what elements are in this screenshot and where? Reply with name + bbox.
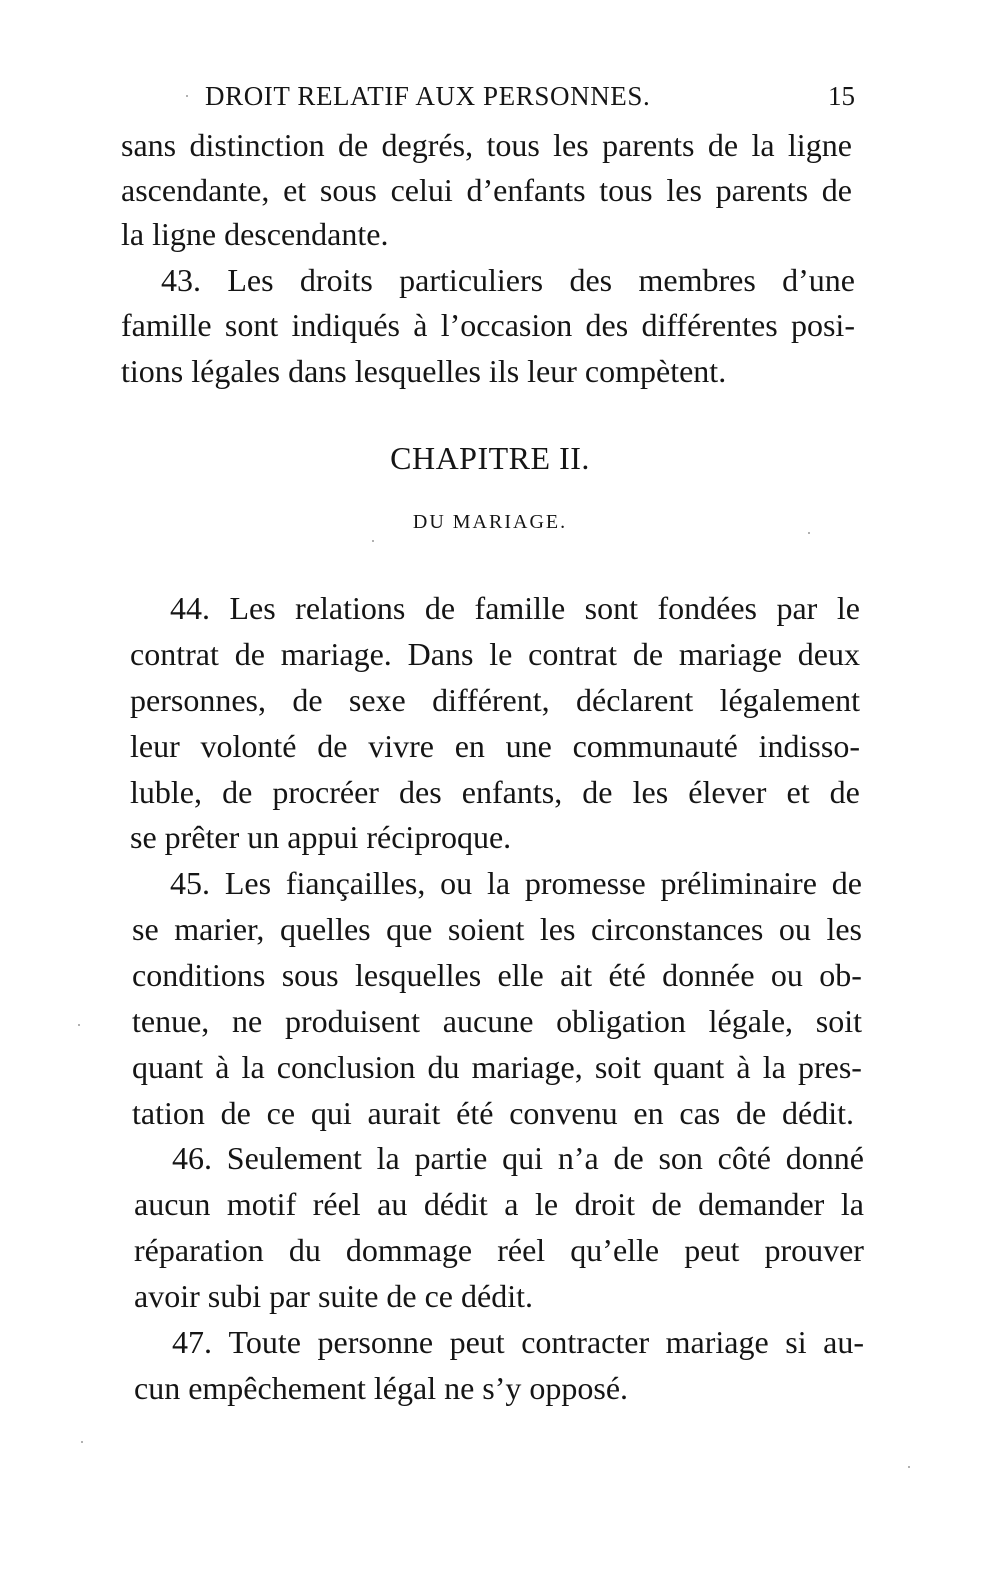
word: dans: [288, 353, 347, 389]
text-line: [132, 907, 862, 951]
word: la: [840, 1186, 864, 1222]
word: lesquelles: [354, 957, 482, 993]
word: communauté: [572, 728, 738, 764]
word: différent,: [432, 682, 550, 718]
word: des: [399, 774, 442, 810]
word: ou: [770, 957, 803, 993]
word: compètent.: [584, 353, 727, 389]
word: parents: [602, 127, 695, 163]
word: des: [569, 262, 613, 298]
word: Les: [229, 590, 276, 626]
word: 44.: [170, 590, 210, 626]
word: subi: [207, 1278, 262, 1314]
word: les: [826, 911, 862, 947]
word: les: [553, 127, 589, 163]
word: sans: [121, 127, 177, 163]
running-head: [205, 76, 855, 116]
word: soient: [447, 911, 525, 947]
word: particuliers: [399, 262, 544, 298]
word: Dans: [407, 636, 474, 672]
word: demander: [698, 1186, 825, 1222]
word: du: [288, 1232, 321, 1268]
word: le: [534, 1186, 559, 1222]
word: de: [736, 1095, 767, 1131]
word: à: [736, 1049, 751, 1085]
word: au-: [823, 1324, 864, 1360]
word: légales: [191, 353, 281, 389]
word: et: [786, 774, 810, 810]
word: au: [377, 1186, 408, 1222]
word: des: [585, 307, 629, 343]
word: de: [707, 127, 739, 163]
word: parents: [715, 172, 809, 208]
word: côté: [717, 1140, 771, 1176]
word: degrés,: [381, 127, 474, 163]
scan-speck: [908, 1466, 910, 1468]
text-line: [121, 303, 855, 347]
word: enfants,: [461, 774, 563, 810]
word: ob-: [819, 957, 862, 993]
word: indisso-: [758, 728, 860, 764]
word: motif: [226, 1186, 297, 1222]
word: un: [247, 819, 280, 855]
word: vivre: [368, 728, 434, 764]
word: à: [215, 1049, 230, 1085]
word: élever: [688, 774, 767, 810]
word: fiançailles,: [285, 865, 426, 901]
word: la: [376, 1140, 400, 1176]
word: la: [121, 216, 145, 252]
word: son: [658, 1140, 703, 1176]
word: la: [486, 865, 511, 901]
word: ils: [488, 353, 520, 389]
word: droit: [574, 1186, 635, 1222]
word: qui: [310, 1095, 352, 1131]
word: 43.: [161, 262, 201, 298]
scan-speck: [186, 95, 188, 97]
word: si: [785, 1324, 807, 1360]
word: promesse: [524, 865, 646, 901]
word: qui: [502, 1140, 544, 1176]
word: procréer: [272, 774, 379, 810]
word: déclarent: [575, 682, 694, 718]
word: dommage: [345, 1232, 473, 1268]
word: contrat: [130, 636, 219, 672]
word: ne: [444, 1370, 475, 1406]
text-line: [134, 1182, 864, 1226]
word: de: [651, 1186, 682, 1222]
word: conclusion: [276, 1049, 416, 1085]
word: n’a: [557, 1140, 599, 1176]
word: de: [317, 728, 348, 764]
word: de: [337, 127, 369, 163]
word: tous: [599, 172, 653, 208]
word: réel: [312, 1186, 361, 1222]
word: Les: [224, 865, 272, 901]
word: famille: [121, 307, 212, 343]
text-line: [130, 770, 860, 814]
word: 45.: [170, 865, 210, 901]
word: de: [220, 1095, 251, 1131]
word: que: [386, 911, 433, 947]
text-line: [132, 1091, 854, 1135]
scan-speck: [372, 540, 374, 542]
word: dédit.: [461, 1278, 533, 1314]
word: sous: [319, 172, 377, 208]
word: par: [269, 1278, 310, 1314]
word: lesquelles: [354, 353, 481, 389]
word: mariage.: [280, 636, 392, 672]
text-line: [130, 724, 860, 768]
word: de: [582, 774, 613, 810]
word: partie: [414, 1140, 488, 1176]
word: par: [776, 590, 818, 626]
word: contracter: [521, 1324, 650, 1360]
word: empêchement: [188, 1370, 366, 1406]
word: a: [504, 1186, 519, 1222]
word: conditions: [132, 957, 266, 993]
word: ascendante,: [121, 172, 270, 208]
word: réparation: [134, 1232, 264, 1268]
word: ou: [440, 865, 473, 901]
word: ce: [266, 1095, 296, 1131]
word: légale,: [708, 1003, 794, 1039]
word: tenue,: [132, 1003, 210, 1039]
word: réciproque.: [366, 819, 512, 855]
word: opposé.: [529, 1370, 629, 1406]
text-line: [121, 212, 388, 256]
running-title: DROIT RELATIF AUX PERSONNES.: [205, 81, 651, 111]
word: la: [751, 127, 775, 163]
text-line: [121, 349, 726, 393]
word: le: [489, 636, 513, 672]
word: ligne: [152, 216, 217, 252]
text-line: [170, 861, 862, 905]
word: personnes,: [130, 682, 266, 718]
word: tation: [132, 1095, 205, 1131]
text-line: [172, 1320, 864, 1364]
word: 47.: [172, 1324, 212, 1360]
text-line: [134, 1366, 628, 1410]
chapter-title: CHAPITRE II.: [390, 440, 590, 476]
text-line: [121, 168, 852, 212]
word: l’occasion: [440, 307, 573, 343]
word: peut: [684, 1232, 740, 1268]
word: se: [130, 819, 157, 855]
word: en: [454, 728, 485, 764]
word: droits: [299, 262, 373, 298]
word: personne: [317, 1324, 434, 1360]
text-line: [172, 1136, 864, 1180]
word: ou: [778, 911, 811, 947]
word: ait: [560, 957, 593, 993]
word: contrat: [528, 636, 618, 672]
word: Toute: [228, 1324, 301, 1360]
word: aurait: [367, 1095, 441, 1131]
word: relations: [295, 590, 406, 626]
word: de: [831, 865, 862, 901]
word: sont: [584, 590, 638, 626]
word: volonté: [200, 728, 297, 764]
word: soit: [815, 1003, 862, 1039]
word: peut: [449, 1324, 505, 1360]
word: d’enfants: [466, 172, 586, 208]
word: circonstances: [590, 911, 764, 947]
word: de: [234, 636, 265, 672]
word: se: [132, 911, 159, 947]
word: de: [829, 774, 860, 810]
word: dédit: [423, 1186, 488, 1222]
word: aucun: [134, 1186, 211, 1222]
word: différentes: [641, 307, 778, 343]
word: Les: [227, 262, 274, 298]
word: tous: [486, 127, 540, 163]
text-line: [170, 586, 860, 630]
word: cun: [134, 1370, 181, 1406]
scan-speck: [81, 1441, 83, 1443]
word: été: [608, 957, 646, 993]
text-line: [130, 678, 860, 722]
word: légalement: [719, 682, 860, 718]
word: cas: [679, 1095, 721, 1131]
word: elle: [497, 957, 544, 993]
word: pres-: [797, 1049, 862, 1085]
word: les: [539, 911, 576, 947]
word: avoir: [134, 1278, 200, 1314]
word: de: [632, 636, 664, 672]
word: les: [632, 774, 669, 810]
text-line: [132, 999, 862, 1043]
text-line: [132, 953, 862, 997]
word: aucune: [442, 1003, 534, 1039]
text-line: [121, 123, 852, 167]
word: Seulement: [226, 1140, 362, 1176]
word: famille: [474, 590, 566, 626]
word: de: [821, 172, 852, 208]
word: les: [666, 172, 702, 208]
word: membres: [638, 262, 756, 298]
word: distinction: [189, 127, 325, 163]
word: de: [424, 590, 456, 626]
word: de: [292, 682, 323, 718]
word: luble,: [130, 774, 202, 810]
word: s’y: [482, 1370, 522, 1406]
word: une: [505, 728, 552, 764]
word: 46.: [172, 1140, 212, 1176]
word: soit: [594, 1049, 642, 1085]
word: posi-: [790, 307, 855, 343]
text-line: [132, 1045, 862, 1089]
word: ligne: [787, 127, 852, 163]
word: la: [241, 1049, 265, 1085]
word: quant: [653, 1049, 725, 1085]
word: prêter: [164, 819, 240, 855]
word: le: [836, 590, 860, 626]
word: mariage,: [471, 1049, 583, 1085]
word: à: [413, 307, 428, 343]
word: réel: [497, 1232, 546, 1268]
text-line: [134, 1228, 864, 1272]
word: de: [222, 774, 253, 810]
word: du: [427, 1049, 460, 1085]
word: quant: [132, 1049, 204, 1085]
word: deux: [797, 636, 860, 672]
word: sous: [281, 957, 339, 993]
word: de: [386, 1278, 417, 1314]
scan-speck: [78, 1024, 80, 1026]
word: sexe: [348, 682, 406, 718]
text-line: [134, 1274, 533, 1318]
word: prouver: [764, 1232, 864, 1268]
scan-speck: [808, 532, 810, 534]
text-line: [130, 632, 860, 676]
word: obligation: [556, 1003, 686, 1039]
word: la: [762, 1049, 786, 1085]
word: ce: [424, 1278, 453, 1314]
word: d’une: [782, 262, 855, 298]
word: suite: [317, 1278, 379, 1314]
word: qu’elle: [570, 1232, 660, 1268]
word: quelles: [279, 911, 371, 947]
word: fondées: [657, 590, 757, 626]
word: ne: [232, 1003, 263, 1039]
word: préliminaire: [660, 865, 817, 901]
chapter-subtitle: DU MARIAGE.: [412, 511, 568, 533]
word: tions: [121, 353, 184, 389]
word: descendante.: [224, 216, 389, 252]
word: été: [456, 1095, 494, 1131]
word: indiqués: [291, 307, 400, 343]
text-line: [161, 258, 855, 302]
word: en: [633, 1095, 664, 1131]
word: produisent: [284, 1003, 421, 1039]
word: mariage: [665, 1324, 769, 1360]
word: donné: [785, 1140, 864, 1176]
word: donnée: [662, 957, 755, 993]
word: appui: [287, 819, 359, 855]
page-number: 15: [828, 81, 855, 111]
word: convenu: [509, 1095, 618, 1131]
word: et: [283, 172, 307, 208]
word: mariage: [678, 636, 782, 672]
word: sont: [224, 307, 279, 343]
word: leur: [130, 728, 180, 764]
word: marier,: [174, 911, 265, 947]
word: leur: [527, 353, 577, 389]
word: celui: [390, 172, 453, 208]
text-line: [130, 815, 511, 859]
word: légal: [373, 1370, 437, 1406]
word: dédit.: [782, 1095, 854, 1131]
word: de: [613, 1140, 644, 1176]
